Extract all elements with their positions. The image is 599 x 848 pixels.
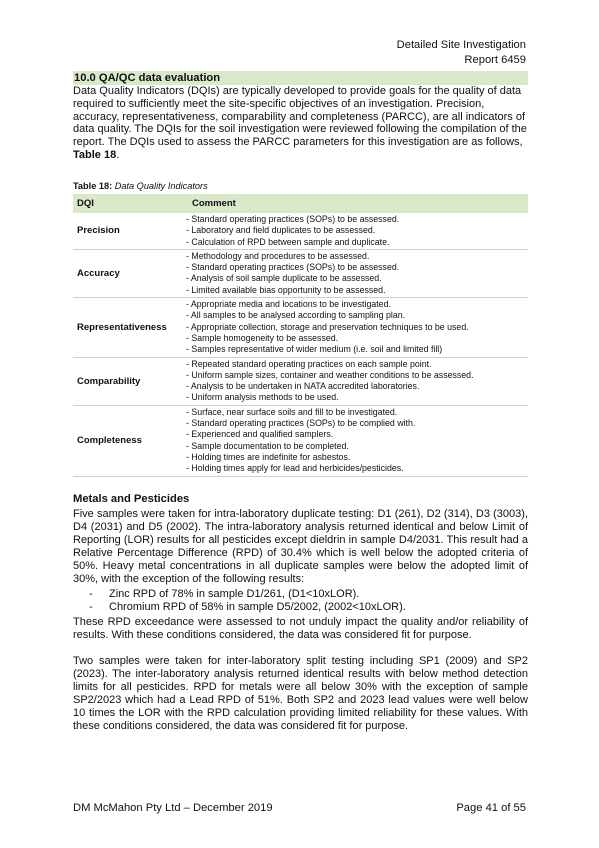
dqi-comment-cell	[182, 249, 528, 297]
section-intro	[73, 85, 528, 162]
dqi-name-cell: Representativeness	[73, 298, 182, 357]
comment-item: - Appropriate media and locations to be investigated.	[186, 299, 391, 310]
metals-pesticides-section	[73, 493, 528, 733]
dqi-comment-cell	[182, 298, 528, 357]
section-title: 10.0 QA/QC data evaluation	[73, 71, 528, 85]
table-row	[73, 249, 528, 297]
exception-item: - Zinc RPD of 78% in sample D1/261, (D1<10xLOR).	[89, 588, 528, 601]
exception-list	[73, 588, 528, 614]
page-header	[397, 38, 526, 68]
column-header-dqi: DQI	[73, 194, 182, 213]
dqi-table	[73, 194, 528, 477]
comment-item: - Analysis to be undertaken in NATA accredited laboratories.	[186, 381, 420, 392]
comment-item: - Surface, near surface soils and fill to be investigated.	[186, 406, 398, 417]
dqi-comment-cell	[182, 405, 528, 476]
comment-item: - Sample homogeneity to be assessed.	[186, 332, 339, 343]
comment-item: - Analysis of soil sample duplicate to be assessed.	[186, 273, 382, 284]
comment-item: - Holding times apply for lead and herbicides/pesticides.	[186, 463, 404, 474]
comment-item: - Uniform analysis methods to be used.	[186, 392, 339, 403]
dqi-name-cell: Accuracy	[73, 249, 182, 297]
table-caption-text: Data Quality Indicators	[114, 181, 208, 191]
comment-item: - Experienced and qualified samplers.	[186, 429, 334, 440]
header-report-number: Report 6459	[464, 54, 526, 66]
column-header-comment: Comment	[182, 194, 528, 213]
comment-item: - Standard operating practices (SOPs) to be assessed.	[186, 262, 400, 273]
metals-heading: Metals and Pesticides	[73, 493, 190, 505]
table-header-row	[73, 194, 528, 213]
footer-company: DM McMahon Pty Ltd – December 2019	[73, 802, 273, 814]
exception-item: - Chromium RPD of 58% in sample D5/2002, (2002<10xLOR).	[89, 601, 528, 614]
footer-page-number: Page 41 of 55	[456, 802, 526, 814]
dqi-comment-cell	[182, 213, 528, 249]
table-caption-label: Table 18:	[73, 181, 113, 191]
dqi-table-body	[73, 213, 528, 476]
table-caption	[73, 181, 208, 191]
comment-item: - Appropriate collection, storage and preservation techniques to be used.	[186, 321, 469, 332]
paragraph-gap	[73, 642, 528, 655]
metals-paragraph-1: Five samples were taken for intra-laboratory duplicate testing: D1 (261), D2 (314), D3 (3003), D4 (2031) and D5 (2002). The intra-laboratory analysis returned identical and below Limit of Reporting (LOR) results for all pesticides except dieldrin in sample D4/2031. This result had a Relative Percentage Difference (RPD) of 30.4% which is well below the adopted criteria of 50%. Heavy metal concentrations in all duplicate samples were below the adopted limit of 30%, with the exception of the following results:	[73, 508, 528, 585]
comment-item: - Laboratory and field duplicates to be assessed.	[186, 225, 376, 236]
intro-end: .	[116, 148, 120, 161]
table-row	[73, 357, 528, 405]
table-reference: Table 18	[73, 148, 117, 161]
comment-item: - Repeated standard operating practices on each sample point.	[186, 358, 432, 369]
dqi-name-cell: Precision	[73, 213, 182, 249]
intro-text: Data Quality Indicators (DQIs) are typically developed to provide goals for the quality of data required to sufficiently meet the site-specific objectives of an investigation. Precision, accuracy, representativeness, comparability and completeness (PARCC), are all indicators of data quality. The DQIs for the soil investigation were reviewed following the compilation of the report. The DQIs used to assess the PARCC parameters for this investigation are as follows,	[73, 85, 527, 149]
metals-paragraph-3: Two samples were taken for inter-laboratory split testing including SP1 (2009) and SP2 (2023). The inter-laboratory analysis returned identical results with below method detection limits for all pesticides. RPD for metals were all below 30% with the exception of sample SP2/2023 which had a Lead RPD of 51%. Both SP2 and 2023 lead values were well below 10 times the LOR with the RPD calculation providing limited reliability for these values. With these conditions considered, the data was considered fit for purpose.	[73, 655, 528, 732]
comment-item: - Holding times are indefinite for asbestos.	[186, 451, 351, 462]
comment-item: - Calculation of RPD between sample and duplicate.	[186, 236, 390, 247]
comment-item: - Uniform sample sizes, container and weather conditions to be assessed.	[186, 369, 474, 380]
table-row	[73, 405, 528, 476]
comment-item: - Standard operating practices (SOPs) to be complied with.	[186, 418, 416, 429]
table-row	[73, 213, 528, 249]
table-row	[73, 298, 528, 357]
metals-paragraph-2: These RPD exceedance were assessed to not unduly impact the quality and/or reliability of results. With these conditions considered, the data was considered fit for purpose.	[73, 616, 528, 641]
comment-item: - All samples to be analysed according to sampling plan.	[186, 310, 406, 321]
dqi-name-cell: Completeness	[73, 405, 182, 476]
comment-item: - Sample documentation to be completed.	[186, 440, 349, 451]
comment-item: - Samples representative of wider medium (i.e. soil and limited fill)	[186, 344, 443, 355]
header-title: Detailed Site Investigation	[396, 39, 526, 51]
comment-item: - Methodology and procedures to be assessed.	[186, 250, 370, 261]
comment-item: - Standard operating practices (SOPs) to be assessed.	[186, 214, 400, 224]
qa-qc-section	[73, 71, 528, 162]
dqi-name-cell: Comparability	[73, 357, 182, 405]
dqi-comment-cell	[182, 357, 528, 405]
comment-item: - Limited available bias opportunity to be assessed.	[186, 284, 386, 295]
